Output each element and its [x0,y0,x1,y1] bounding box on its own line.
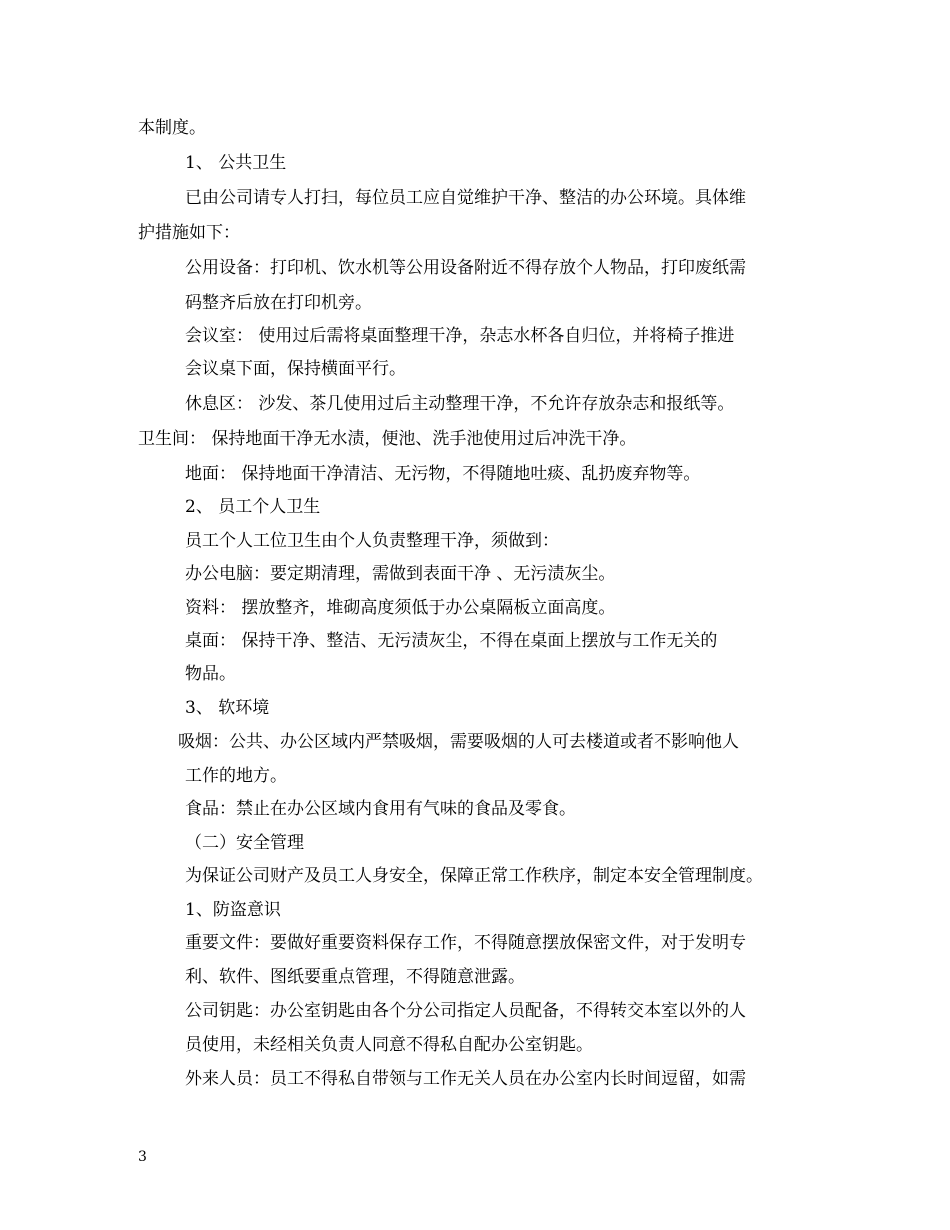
text-line: 为保证公司财产及员工人身安全，保障正常工作秩序，制定本安全管理制度。 [185,866,763,886]
section-heading: 3、 软环境 [185,698,270,718]
text-line: 吸烟：公共、办公区域内严禁吸烟，需要吸烟的人可去楼道或者不影响他人 [178,732,739,752]
text-line: 地面： 保持地面干净清洁、无污物，不得随地吐痰、乱扔废弃物等。 [185,464,701,484]
text-line: 重要文件：要做好重要资料保存工作，不得随意摆放保密文件，对于发明专 [185,933,746,953]
section-heading: 2、 员工个人卫生 [185,497,321,517]
text-line: 已由公司请专人打扫，每位员工应自觉维护干净、整洁的办公环境。具体维 [185,188,746,208]
text-line: 桌面： 保持干净、整洁、无污渍灰尘，不得在桌面上摆放与工作无关的 [185,631,718,651]
text-line: 外来人员：员工不得私自带领与工作无关人员在办公室内长时间逗留，如需 [185,1069,746,1089]
text-line: 公司钥匙：办公室钥匙由各个分公司指定人员配备，不得转交本室以外的人 [185,1001,746,1021]
text-line: 物品。 [185,664,236,684]
page-number: 3 [138,1149,147,1165]
section-heading: 1、 公共卫生 [185,153,287,173]
text-line: 本制度。 [138,118,206,138]
text-line: 会议桌下面，保持横面平行。 [185,359,406,379]
text-line: 会议室： 使用过后需将桌面整理干净，杂志水杯各自归位，并将椅子推进 [185,326,735,346]
text-line: 员工个人工位卫生由个人负责整理干净，须做到： [185,531,559,551]
text-line: 工作的地方。 [185,766,287,786]
text-line: 利、软件、图纸要重点管理，不得随意泄露。 [185,967,525,987]
text-line: 护措施如下： [138,223,240,243]
text-line: 食品：禁止在办公区域内食用有气味的食品及零食。 [185,799,576,819]
section-heading: （二）安全管理 [185,833,304,853]
text-line: 卫生间： 保持地面干净无水渍，便池、洗手池使用过后冲洗干净。 [138,429,637,449]
text-line: 公用设备：打印机、饮水机等公用设备附近不得存放个人物品，打印废纸需 [185,258,746,278]
text-line: 码整齐后放在打印机旁。 [185,293,372,313]
text-line: 员使用，未经相关负责人同意不得私自配办公室钥匙。 [185,1035,593,1055]
text-line: 资料： 摆放整齐，堆砌高度须低于办公桌隔板立面高度。 [185,598,616,618]
text-line: 休息区： 沙发、茶几使用过后主动整理干净，不允许存放杂志和报纸等。 [185,394,735,414]
text-line: 办公电脑：要定期清理，需做到表面干净 、无污渍灰尘。 [185,564,616,584]
section-heading: 1、防盗意识 [185,900,281,920]
